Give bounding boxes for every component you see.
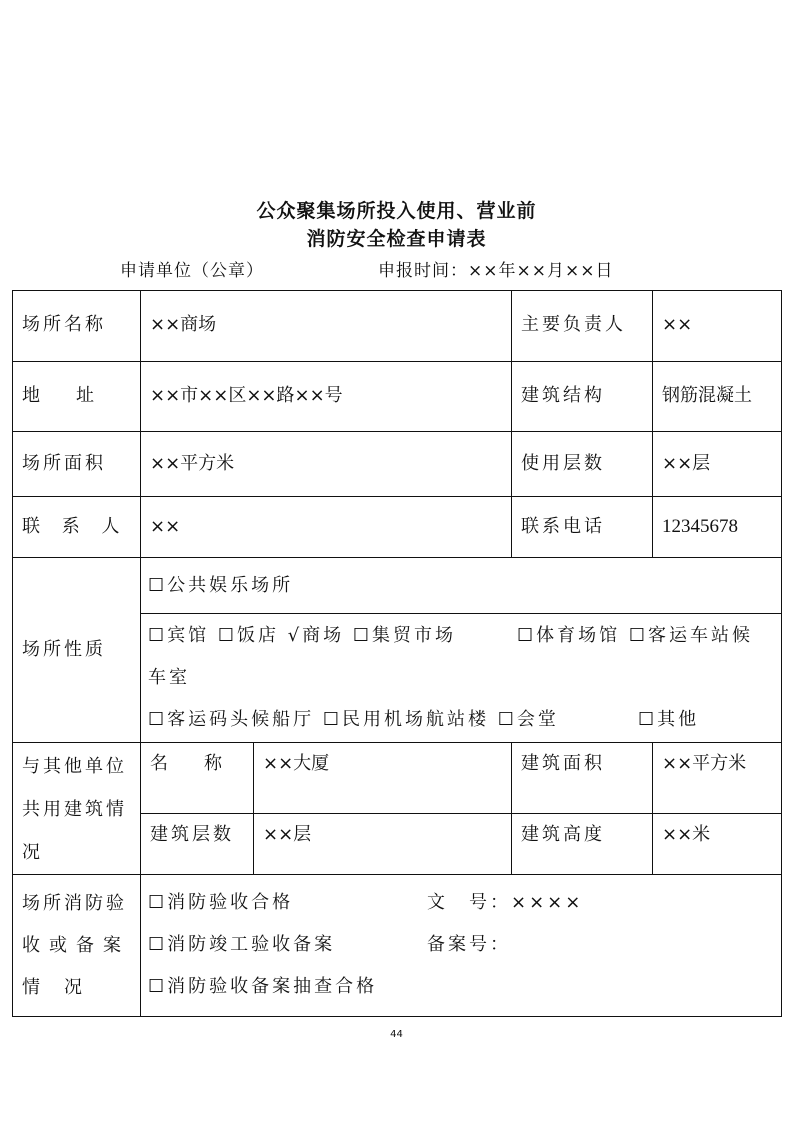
shared-area-value: ××平方米 (662, 753, 747, 774)
shared-height-label: 建筑高度 (521, 824, 605, 845)
table-line (12, 874, 782, 875)
acceptance-label-line2: 收或备案 (22, 935, 130, 956)
shared-floors-value: ××层 (263, 824, 312, 845)
table-line (12, 431, 782, 432)
applicant-label: 申请单位（公章） (120, 261, 264, 281)
table-line (511, 290, 512, 558)
table-line (12, 290, 782, 291)
shared-label-line2: 共用建筑情 (22, 799, 127, 820)
title-line-1: 公众聚集场所投入使用、营业前 (256, 200, 537, 222)
nature-options-line2a[interactable]: ☐宾馆 ☐饭店 √商场 ☐集贸市场 (148, 625, 457, 646)
area-value: ××平方米 (150, 453, 235, 474)
area-label: 场所面积 (22, 453, 106, 474)
address-value: ××市××区××路××号 (150, 385, 343, 406)
report-time: 申报时间：××年××月××日 (378, 261, 614, 281)
table-line (141, 813, 782, 814)
title-line-2: 消防安全检查申请表 (306, 228, 487, 250)
phone-label: 联系电话 (521, 516, 605, 537)
shared-floors-label: 建筑层数 (150, 824, 234, 845)
table-line (12, 742, 782, 743)
shared-label-line3: 况 (22, 842, 43, 863)
nature-label: 场所性质 (22, 639, 106, 660)
acceptance-label-line3: 情 况 (22, 977, 85, 998)
table-line (511, 742, 512, 875)
shared-name-label: 名 称 (150, 753, 222, 774)
table-line (12, 361, 782, 362)
principal-label: 主要负责人 (521, 314, 626, 335)
venue-name-value: ××商场 (150, 314, 217, 335)
acceptance-option-spot-check[interactable]: ☐消防验收备案抽查合格 (148, 976, 378, 997)
structure-label: 建筑结构 (521, 385, 605, 406)
address-label: 地 址 (22, 385, 94, 406)
nature-options-line2b[interactable]: ☐体育场馆 ☐客运车站候 (517, 625, 753, 646)
table-line (12, 1016, 782, 1017)
table-line (12, 557, 782, 558)
venue-name-label: 场所名称 (22, 314, 106, 335)
page-number: 44 (390, 1029, 403, 1040)
floors-used-label: 使用层数 (521, 453, 605, 474)
shared-area-label: 建筑面积 (521, 753, 605, 774)
nature-option-public-entertainment[interactable]: ☐公共娱乐场所 (148, 575, 294, 596)
phone-value: 12345678 (662, 516, 738, 537)
floors-used-value: ××层 (662, 453, 711, 474)
nature-option-other[interactable]: ☐其他 (638, 709, 700, 730)
structure-value: 钢筋混凝土 (662, 385, 752, 406)
table-line (141, 613, 782, 614)
acceptance-option-qualified[interactable]: ☐消防验收合格 (148, 892, 294, 913)
acceptance-filing-number: 备案号： (427, 934, 511, 955)
nature-options-line3: 车室 (148, 667, 190, 688)
table-line (781, 290, 782, 1017)
contact-value: ×× (150, 516, 181, 537)
acceptance-label-line1: 场所消防验 (22, 893, 127, 914)
principal-value: ×× (662, 314, 693, 335)
acceptance-option-filed[interactable]: ☐消防竣工验收备案 (148, 934, 336, 955)
table-line (253, 742, 254, 875)
shared-label-line1: 与其他单位 (22, 756, 127, 777)
acceptance-doc-number: 文 号：×××× (427, 892, 584, 913)
nature-options-line4a[interactable]: ☐客运码头候船厅 ☐民用机场航站楼 ☐会堂 (148, 709, 559, 730)
table-line (652, 290, 653, 558)
table-line (12, 290, 13, 1017)
shared-name-value: ××大厦 (263, 753, 330, 774)
table-line (652, 742, 653, 875)
table-line (12, 496, 782, 497)
contact-label: 联 系 人 (22, 516, 128, 537)
shared-height-value: ××米 (662, 824, 711, 845)
table-line (140, 290, 141, 1017)
